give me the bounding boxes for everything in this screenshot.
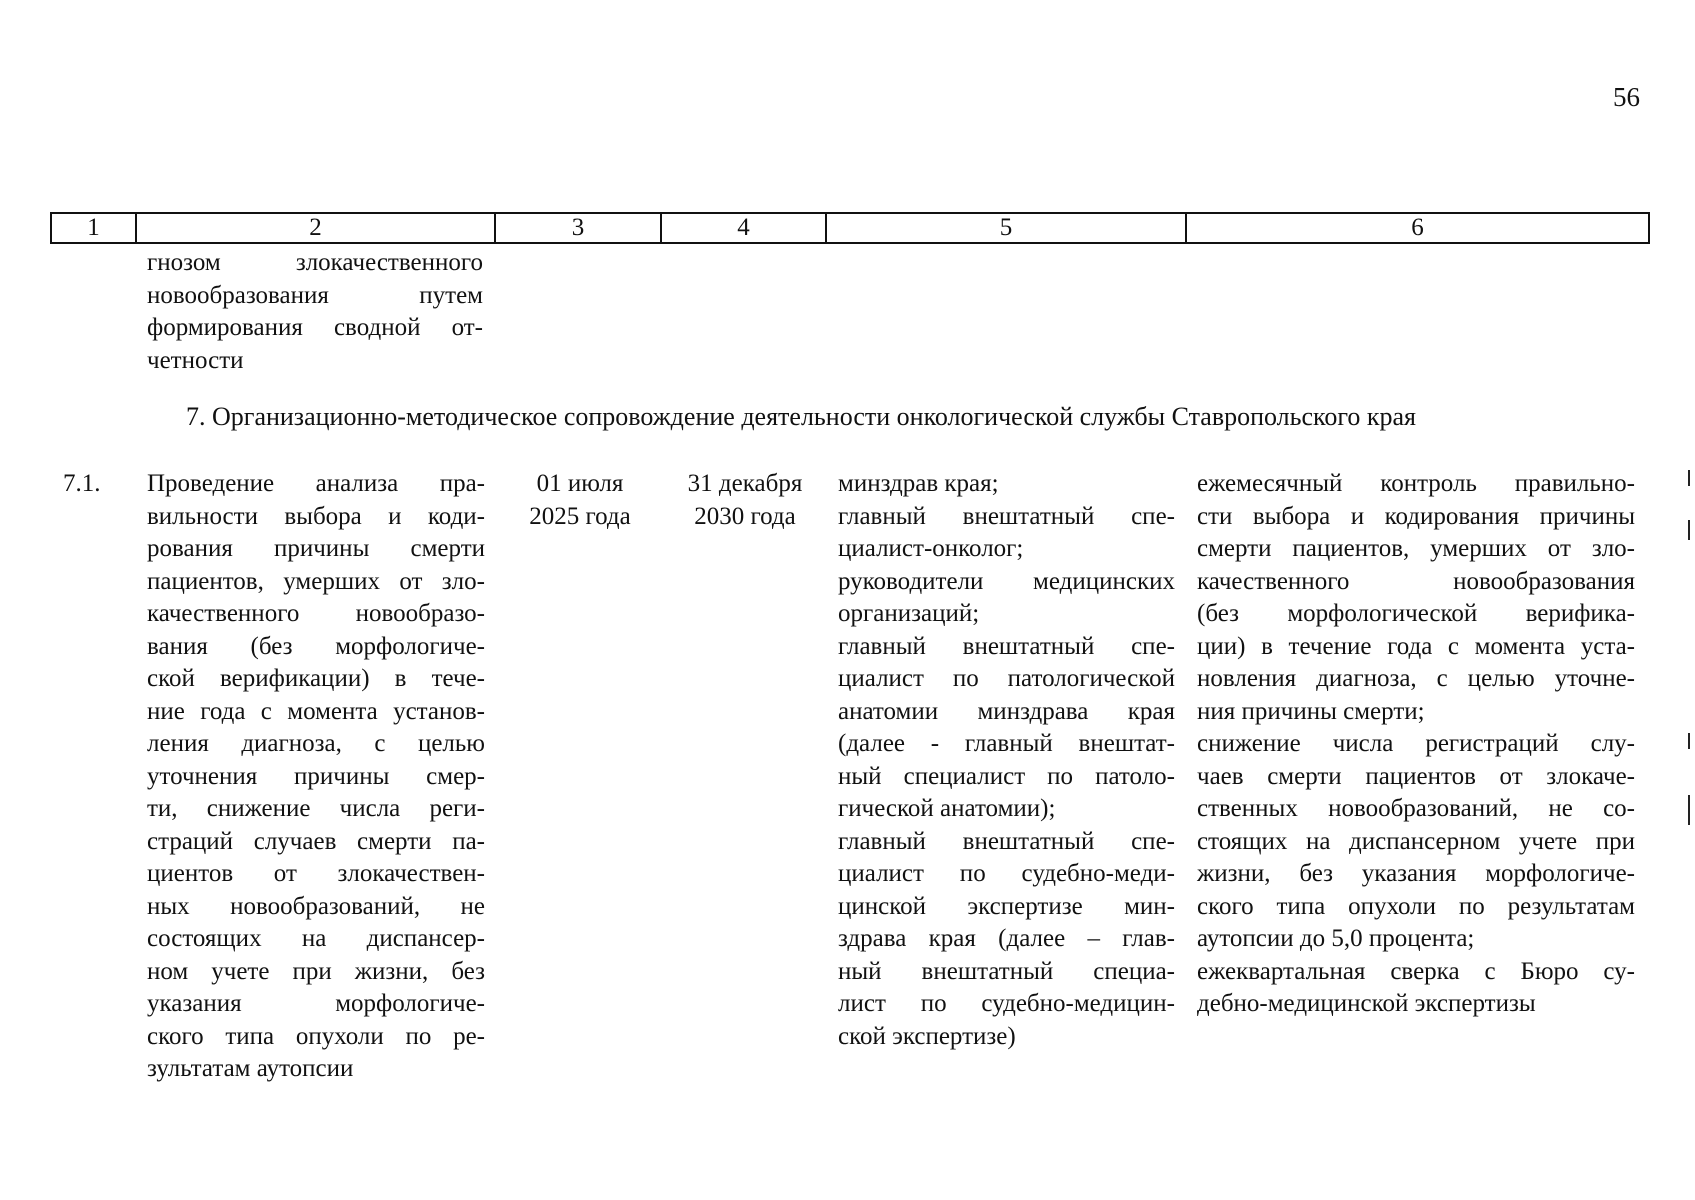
scan-artifact bbox=[1688, 470, 1690, 486]
text-line: ежемесячный контроль правильно- bbox=[1197, 470, 1635, 497]
text-line: ской верификации) в тече- bbox=[147, 665, 485, 692]
text-line: главный внештатный спе- bbox=[838, 632, 1175, 660]
text-line: уточнения причины смер- bbox=[147, 762, 485, 790]
text-line: новления диагноза, с целью уточне- bbox=[1197, 665, 1635, 692]
column-header-5: 5 bbox=[826, 213, 1186, 243]
text-line: ской экспертизе) bbox=[838, 1022, 1016, 1050]
column-header-row bbox=[51, 213, 1649, 243]
text-line: (далее - главный внештат- bbox=[838, 730, 1175, 757]
text-line: зультатам аутопсии bbox=[147, 1055, 354, 1082]
text-line: ственных новообразований, не со- bbox=[1197, 795, 1635, 822]
text-line: 2030 года bbox=[694, 502, 796, 530]
text-line: ления диагноза, с целью bbox=[147, 730, 485, 757]
text-line: 01 июля bbox=[536, 470, 624, 497]
text-line: ния причины смерти; bbox=[1197, 697, 1425, 725]
text-line: 31 декабря bbox=[687, 470, 803, 497]
page-number: 56 bbox=[1613, 82, 1640, 112]
text-line: дебно-медицинской экспертизы bbox=[1197, 990, 1536, 1017]
text-line: циалист по судебно-меди- bbox=[838, 860, 1175, 887]
text-line: ти, снижение числа реги- bbox=[147, 795, 485, 822]
text-line: (без морфологической верифика- bbox=[1197, 600, 1635, 627]
text-line: страций случаев смерти па- bbox=[147, 827, 485, 855]
column-header-2: 2 bbox=[136, 213, 495, 243]
text-line: циентов от злокачествен- bbox=[147, 860, 485, 887]
text-line: ный специалист по патоло- bbox=[838, 762, 1175, 790]
scan-artifact bbox=[1688, 520, 1690, 540]
text-line: состоящих на диспансер- bbox=[147, 925, 485, 952]
end-date bbox=[672, 468, 818, 533]
text-line: циалист по патологической bbox=[838, 665, 1175, 692]
text-line: четности bbox=[147, 346, 244, 374]
column-header-6: 6 bbox=[1186, 213, 1649, 243]
text-line: ном учете при жизни, без bbox=[147, 957, 485, 985]
text-line: главный внештатный спе- bbox=[838, 827, 1175, 855]
expected-results bbox=[1197, 468, 1635, 1021]
text-line: новообразования путем bbox=[147, 281, 483, 309]
text-line: вания (без морфологиче- bbox=[147, 632, 485, 660]
text-line: ных новообразований, не bbox=[147, 892, 485, 920]
text-line: ежеквартальная сверка с Бюро су- bbox=[1197, 957, 1635, 985]
responsible-parties bbox=[838, 468, 1175, 1053]
text-line: главный внештатный спе- bbox=[838, 502, 1175, 530]
text-line: циалист-онколог; bbox=[838, 535, 1024, 562]
text-line: ции) в течение года с момента уста- bbox=[1197, 632, 1635, 660]
text-line: ный внештатный специа- bbox=[838, 957, 1175, 985]
text-line: указания морфологиче- bbox=[147, 990, 485, 1017]
text-line: смерти пациентов, умерших от зло- bbox=[1197, 535, 1635, 562]
text-line: ского типа опухоли по ре- bbox=[147, 1022, 485, 1050]
text-line: Проведение анализа пра- bbox=[147, 470, 485, 497]
text-line: жизни, без указания морфологиче- bbox=[1197, 860, 1635, 887]
text-line: сти выбора и кодирования причины bbox=[1197, 502, 1635, 530]
text-line: стоящих на диспансерном учете при bbox=[1197, 827, 1635, 855]
text-line: минздрав края; bbox=[838, 470, 999, 497]
text-line: гической анатомии); bbox=[838, 795, 1056, 822]
text-line: снижение числа регистраций слу- bbox=[1197, 730, 1635, 757]
row-description bbox=[147, 468, 485, 1086]
continuation-text bbox=[147, 247, 483, 377]
text-line: чаев смерти пациентов от злокаче- bbox=[1197, 762, 1635, 790]
start-date bbox=[510, 468, 650, 533]
column-header-4: 4 bbox=[661, 213, 826, 243]
text-line: качественного новообразо- bbox=[147, 600, 485, 627]
text-line: здрава края (далее – глав- bbox=[838, 925, 1175, 952]
text-line: вильности выбора и коди- bbox=[147, 502, 485, 530]
text-line: аутопсии до 5,0 процента; bbox=[1197, 925, 1475, 952]
text-line: руководители медицинских bbox=[838, 567, 1175, 595]
text-line: цинской экспертизе мин- bbox=[838, 892, 1175, 920]
text-line: анатомии минздрава края bbox=[838, 697, 1175, 725]
section-title: 7. Организационно-методическое сопровождение деятельности онкологической службы Ставропольского края bbox=[186, 402, 1417, 431]
text-line: качественного новообразования bbox=[1197, 567, 1635, 595]
row-number: 7.1. bbox=[63, 470, 101, 497]
scan-artifact bbox=[1688, 795, 1690, 825]
text-line: организаций; bbox=[838, 600, 980, 627]
text-line: ского типа опухоли по результатам bbox=[1197, 892, 1635, 920]
scan-artifact bbox=[1688, 733, 1690, 749]
text-line: гнозом злокачественного bbox=[147, 249, 483, 276]
text-line: лист по судебно-медицин- bbox=[838, 990, 1175, 1017]
text-line: 2025 года bbox=[529, 502, 631, 530]
column-header-table bbox=[50, 212, 1650, 244]
text-line: пациентов, умерших от зло- bbox=[147, 567, 485, 595]
text-line: рования причины смерти bbox=[147, 535, 485, 562]
text-line: ние года с момента установ- bbox=[147, 697, 485, 725]
column-header-1: 1 bbox=[51, 213, 136, 243]
column-header-3: 3 bbox=[495, 213, 661, 243]
text-line: формирования сводной от- bbox=[147, 314, 483, 341]
